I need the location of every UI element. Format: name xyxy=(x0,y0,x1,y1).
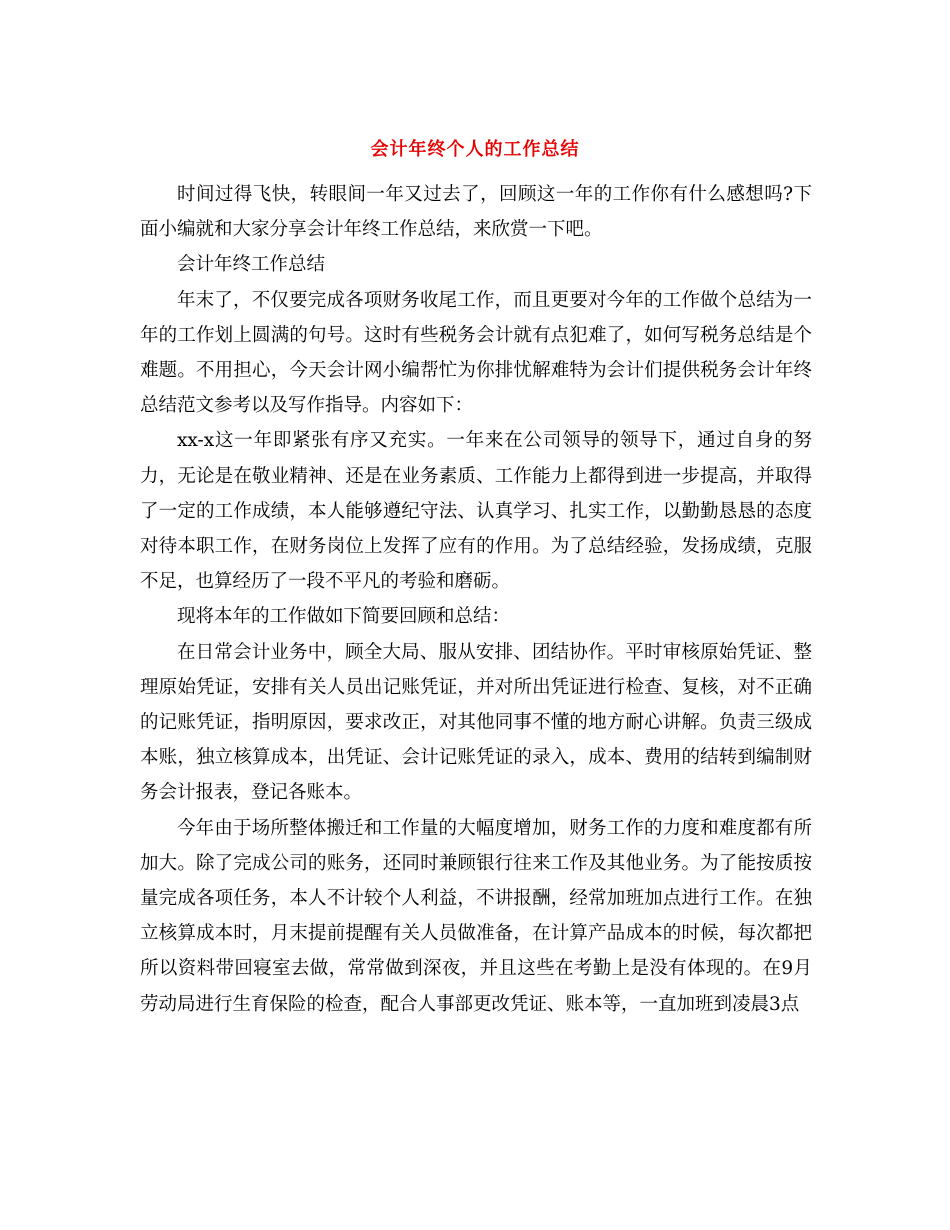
document-title: 会计年终个人的工作总结 xyxy=(370,139,580,160)
paragraph-year-end: 年末了，不仅要完成各项财务收尾工作，而且更要对今年的工作做个总结为一年的工作划上圆满的句号。这时有些税务会计就有点犯难了，如何写税务总结是个难题。不用担心，今天会计网小编帮忙为你排忧解难特为会计们提供税务会计年终总结范文参考以及写作指导。内容如下： xyxy=(140,289,812,417)
paragraph-workload: 今年由于场所整体搬迁和工作量的大幅度增加，财务工作的力度和难度都有所加大。除了完成公司的账务，还同时兼顾银行往来工作及其他业务。为了能按质按量完成各项任务，本人不计较个人利益，不讲报酬，经常加班加点进行工作。在独立核算成本时，月末提前提醒有关人员做准备，在计算产品成本的时候，每次都把所以资料带回寝室去做，常常做到深夜，并且这些在考勤上是没有体现的。在9月劳动局进行生育保险的检查，配合人事部更改凭证、账本等，一直加班到凌晨3点 xyxy=(140,817,812,1015)
paragraph-intro: 时间过得飞快，转眼间一年又过去了，回顾这一年的工作你有什么感想吗?下面小编就和大家分享会计年终工作总结，来欣赏一下吧。 xyxy=(140,184,812,241)
paragraph-year-summary: xx-x这一年即紧张有序又充实。一年来在公司领导的领导下，通过自身的努力，无论是在敬业精神、还是在业务素质、工作能力上都得到进一步提高，并取得了一定的工作成绩，本人能够遵纪守法、认真学习、扎实工作，以勤勤恳恳的态度对待本职工作，在财务岗位上发挥了应有的作用。为了总结经验，发扬成绩，克服不足，也算经历了一段不平凡的考验和磨砺。 xyxy=(140,430,812,593)
document-body xyxy=(140,177,812,1022)
paragraph-review-intro: 现将本年的工作做如下简要回顾和总结： xyxy=(177,606,511,628)
paragraph-daily-work: 在日常会计业务中，顾全大局、服从安排、团结协作。平时审核原始凭证、整理原始凭证，安排有关人员出记账凭证，并对所出凭证进行检查、复核，对不正确的记账凭证，指明原因，要求改正，对其他同事不懂的地方耐心讲解。负责三级成本账，独立核算成本，出凭证、会计记账凭证的录入，成本、费用的结转到编制财务会计报表，登记各账本。 xyxy=(140,641,812,804)
paragraph-subheading: 会计年终工作总结 xyxy=(177,254,326,276)
